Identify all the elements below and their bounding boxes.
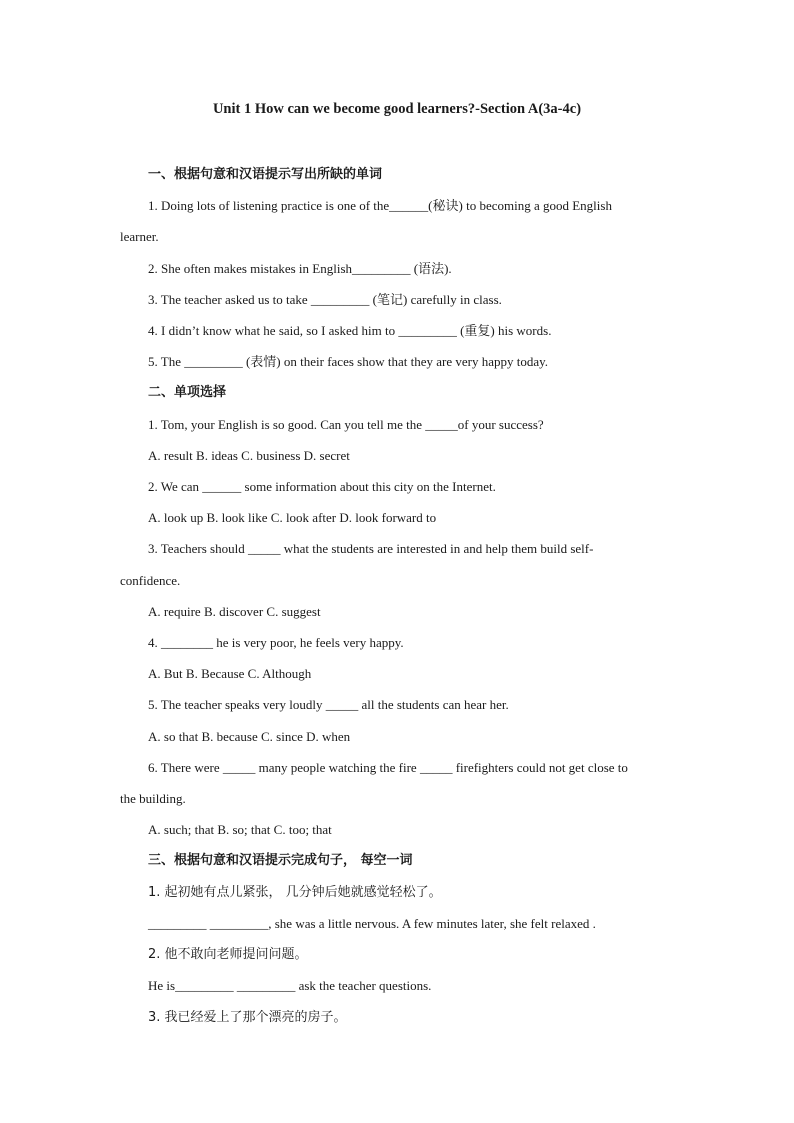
s3-q2-english: He is_________ _________ ask the teacher questions. <box>148 978 432 993</box>
s2-q2: 2. We can ______ some information about this city on the Internet. <box>148 479 496 494</box>
s2-q4-options: A. But B. Because C. Although <box>148 666 312 681</box>
s1-q5: 5. The _________ (表情) on their faces show that they are very happy today. <box>148 354 549 369</box>
section-1-heading: 一、根据句意和汉语提示写出所缺的单词 <box>148 167 383 182</box>
s2-q1-options: A. result B. ideas C. business D. secret <box>148 448 350 463</box>
s2-q6-line1: 6. There were _____ many people watching the fire _____ firefighters could not get close to <box>148 760 628 775</box>
s3-q1-english: _________ _________, she was a little nervous. A few minutes later, she felt relaxed . <box>148 916 596 931</box>
s1-q2: 2. She often makes mistakes in English_________ (语法). <box>148 261 452 276</box>
s1-q3: 3. The teacher asked us to take _________ (笔记) carefully in class. <box>148 292 502 307</box>
s2-q2-options: A. look up B. look like C. look after D. look forward to <box>148 510 437 525</box>
s1-q4: 4. I didn’t know what he said, so I asked him to _________ (重复) his words. <box>148 323 552 338</box>
s2-q3-options: A. require B. discover C. suggest <box>148 604 321 619</box>
section-3-heading: 三、根据句意和汉语提示完成句子， 每空一词 <box>148 853 413 868</box>
s1-q1-line1: 1. Doing lots of listening practice is one of the______(秘诀) to becoming a good English <box>148 198 612 213</box>
s2-q3-line2: confidence. <box>120 573 181 588</box>
s2-q5-options: A. so that B. because C. since D. when <box>148 729 351 744</box>
s1-q1-line2: learner. <box>120 229 159 244</box>
s2-q4: 4. ________ he is very poor, he feels very happy. <box>148 635 404 650</box>
s2-q6-options: A. such; that B. so; that C. too; that <box>148 822 332 837</box>
section-2-heading: 二、单项选择 <box>148 385 227 400</box>
s2-q6-line2: the building. <box>120 791 186 806</box>
page-title: Unit 1 How can we become good learners?-Section A(3a-4c) <box>212 101 582 117</box>
s3-q1-chinese: 1. 起初她有点儿紧张， 几分钟后她就感觉轻松了。 <box>148 885 442 900</box>
s2-q1: 1. Tom, your English is so good. Can you tell me the _____of your success? <box>148 417 544 432</box>
s3-q2-chinese: 2. 他不敢向老师提问问题。 <box>148 947 308 962</box>
s2-q5: 5. The teacher speaks very loudly _____ all the students can hear her. <box>148 697 509 712</box>
s3-q3-chinese: 3. 我已经爱上了那个漂亮的房子。 <box>148 1010 347 1025</box>
s2-q3-line1: 3. Teachers should _____ what the students are interested in and help them build self- <box>148 541 594 556</box>
